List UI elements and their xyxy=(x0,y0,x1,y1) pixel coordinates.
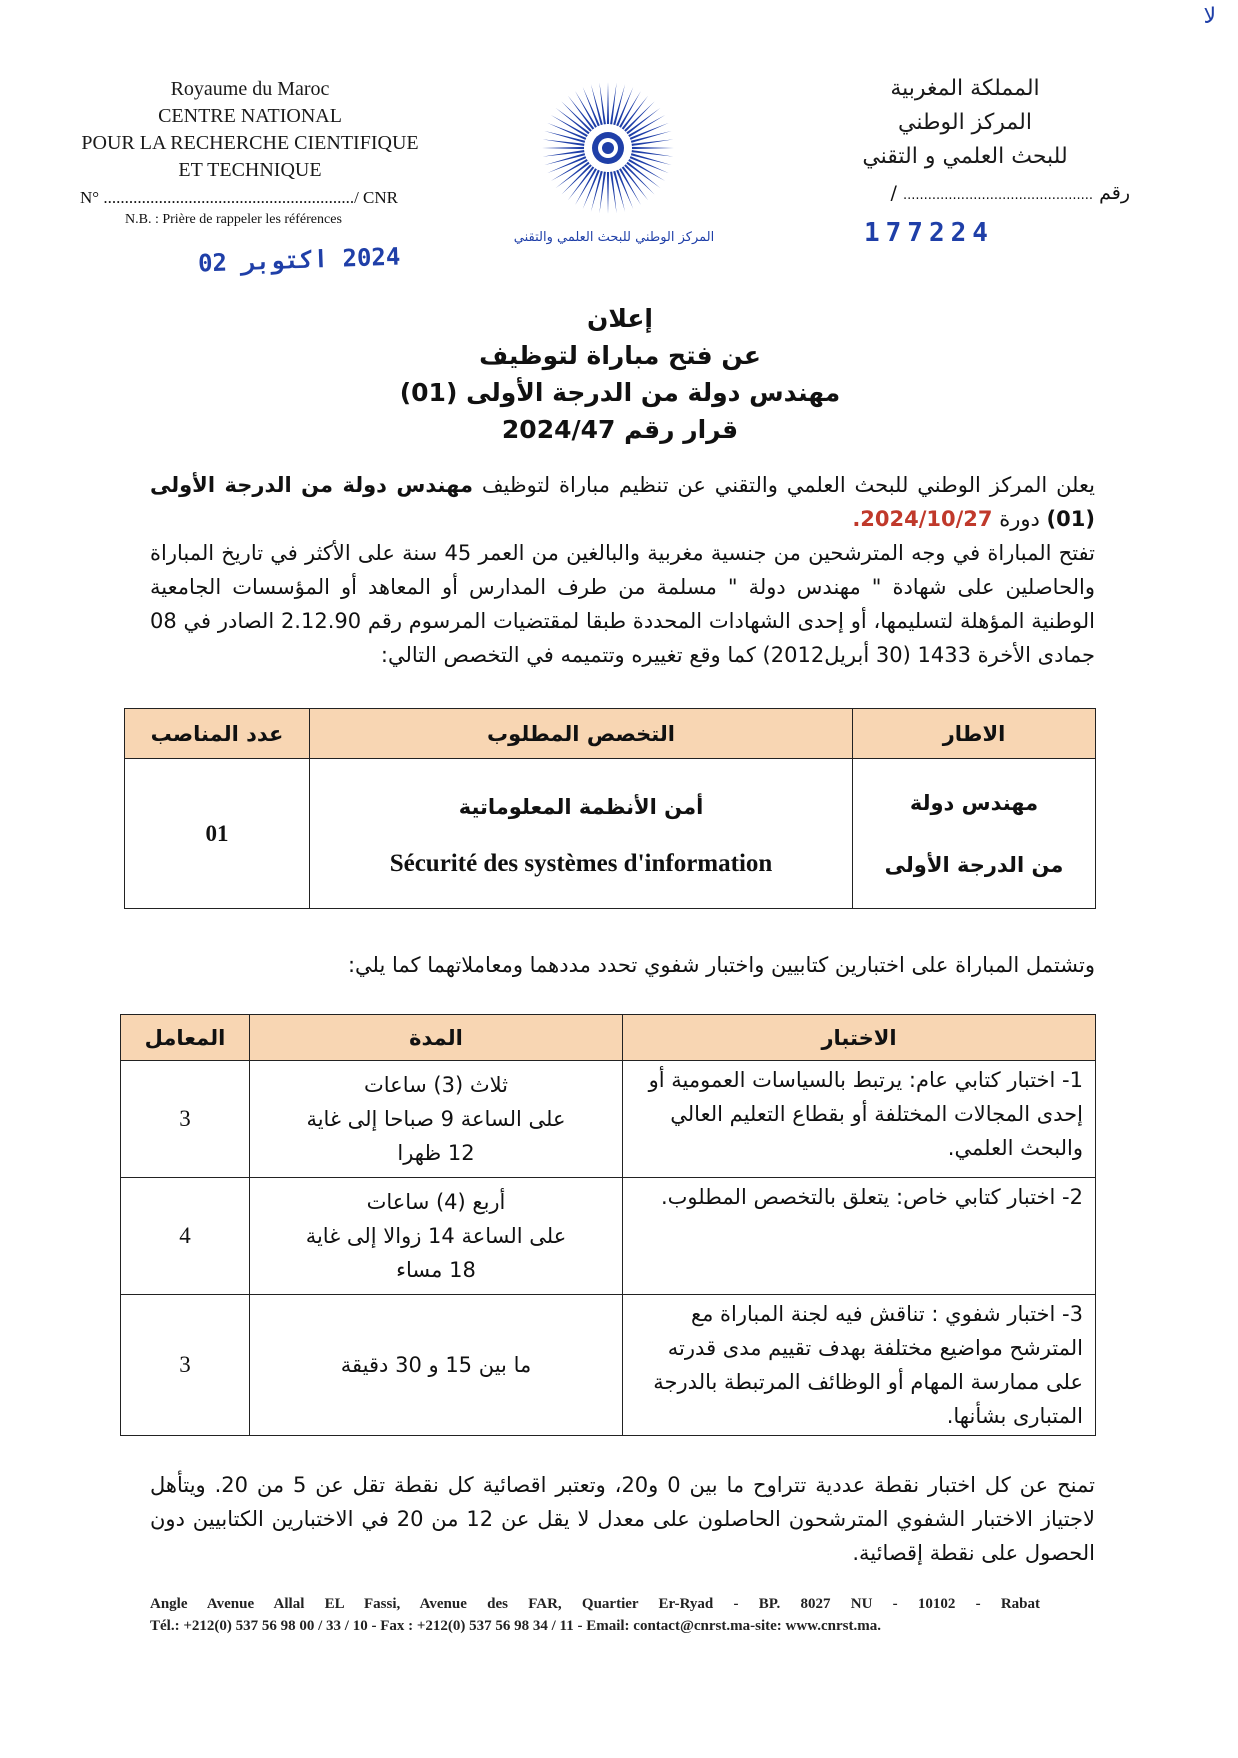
header-count: عدد المناصب xyxy=(125,709,310,759)
number-stamp: 177224 xyxy=(864,218,994,248)
exam-row-2 xyxy=(121,1178,1096,1295)
header-coef: المعامل xyxy=(121,1015,250,1061)
logo-ray xyxy=(561,164,591,194)
exam-2-duration-l1: أربع (4) ساعات xyxy=(366,1190,506,1214)
header-arabic xyxy=(815,72,1115,174)
positions-table xyxy=(124,708,1096,909)
header-exam: الاختبار xyxy=(623,1015,1096,1061)
ref-label-ar: رقم xyxy=(1099,182,1130,204)
exam-2-duration xyxy=(250,1178,623,1295)
ref-dots-ar: .............................................. xyxy=(902,188,1094,203)
title-line-1: إعلان xyxy=(587,304,653,333)
closing-paragraph: تمنح عن كل اختبار نقطة عددية تتراوح ما بين 0 و20، وتعتبر اقصائية كل نقطة تقل عن 5 من 20. ويتأهل لاجتياز الاختبار الشفوي المترشحون الحاصلون على معدل لا يقل عن 12 من 20 في الاختبارين الكتابيين دون الحصول على نقطة إقصائية. xyxy=(150,1473,1095,1565)
title-line-4: قرار رقم 2024/47 xyxy=(501,415,739,444)
reference-line-ar xyxy=(810,182,1130,204)
title-line-3: مهندس دولة من الدرجة الأولى (01) xyxy=(399,378,841,407)
exam-2-duration-l3: 18 مساء xyxy=(396,1258,476,1282)
intro-paragraph-2: تفتح المباراة في وجه المترشحين من جنسية مغربية والبالغين من العمر 45 سنة على الأكثر في تاريخ المباراة والحاصلين على شهادة " مهندس دولة " مسلمة من طرف المدارس أو المعاهد أو المؤسسات الجامعية الوطنية المؤهلة لتسليمها، أو إحدى الشهادات المحددة طبقا لمقتضيات المرسوم رقم 2.12.90 الصادر في 08 جمادى الأخرة 1433 (30 أبريل2012) كما وقع تغييره وتتميمه في التخصص التالي: xyxy=(150,541,1096,667)
intro-text-b: دورة xyxy=(999,507,1040,531)
exam-1-coef: 3 xyxy=(121,1061,250,1178)
reference-line-fr xyxy=(80,188,398,208)
footer-contact: Tél.: +212(0) 537 56 98 00 / 33 / 10 - Fax : +212(0) 537 56 98 34 / 11 - Email: contact@cnrst.ma-site: www.cnrst.ma. xyxy=(150,1618,881,1634)
center-name-fr-2: POUR LA RECHERCHE CIENTIFIQUE xyxy=(81,132,419,154)
footer-address: Angle Avenue Allal EL Fassi, Avenue des FAR, Quartier Er-Ryad - BP. 8027 NU - 10102 - Rabat xyxy=(150,1596,1040,1612)
exam-1-duration xyxy=(250,1061,623,1178)
ref-prefix-fr: N° xyxy=(80,188,100,207)
header-specialty: التخصص المطلوب xyxy=(310,709,853,759)
cell-count: 01 xyxy=(125,759,310,909)
logo-arc-text: المركز الوطني للبحث العلمي والتقني xyxy=(513,230,715,245)
exam-2-desc: 2- اختبار كتابي خاص: يتعلق بالتخصص المطلوب. xyxy=(623,1178,1096,1295)
cell-cadre xyxy=(853,759,1096,909)
ref-slash-ar: / xyxy=(890,182,897,204)
ref-dots-fr: ........................................................... xyxy=(103,188,355,207)
exam-1-duration-l2: على الساعة 9 صباحا إلى غاية xyxy=(306,1107,566,1131)
intro-exam-date: 2024/10/27. xyxy=(852,507,993,531)
ref-suffix-fr: / CNR xyxy=(354,188,399,207)
exam-3-duration-l1: ما بين 15 و 30 دقيقة xyxy=(340,1353,532,1377)
kingdom-fr: Royaume du Maroc xyxy=(170,78,330,100)
intro-position-bold: مهندس دولة من الدرجة الأولى (01) xyxy=(150,473,1095,531)
center-name-fr-3: ET TECHNIQUE xyxy=(178,159,322,181)
header-cadre: الاطار xyxy=(853,709,1096,759)
title-line-2: عن فتح مباراة لتوظيف xyxy=(479,341,761,370)
announcement-title xyxy=(300,300,940,448)
logo-ray xyxy=(624,164,654,194)
logo-ray xyxy=(607,82,609,124)
exam-1-duration-l3: 12 ظهرا xyxy=(397,1141,475,1165)
date-stamp: 2024 اكتوبر 02 xyxy=(197,242,401,278)
corner-handwritten-mark: ﻻ xyxy=(1203,4,1216,29)
header-french xyxy=(55,76,445,184)
header-duration: المدة xyxy=(250,1015,623,1061)
logo-ray xyxy=(607,172,609,214)
exam-row-3 xyxy=(121,1295,1096,1436)
exam-3-desc: 3- اختبار شفوي : تناقش فيه لجنة المباراة مع المترشح مواضيع مختلفة بهدف تقييم مدى قدرته على ممارسة المهام أو الوظائف المرتبطة بالدرجة المتبارى بشأنها. xyxy=(623,1295,1096,1436)
cell-specialty xyxy=(310,759,853,909)
exam-row-1 xyxy=(121,1061,1096,1178)
exam-1-duration-l1: ثلاث (3) ساعات xyxy=(364,1073,508,1097)
exam-1-desc: 1- اختبار كتابي عام: يرتبط بالسياسات العمومية أو إحدى المجالات المختلفة أو بقطاع التعليم العالي والبحث العلمي. xyxy=(623,1061,1096,1178)
specialty-ar: أمن الأنظمة المعلوماتية xyxy=(458,794,704,819)
logo-ray xyxy=(624,101,654,131)
exams-intro: وتشتمل المباراة على اختبارين كتابيين واختبار شفوي تحدد مددهما ومعاملاتهما كما يلي: xyxy=(347,953,1095,977)
intro-paragraph-1 xyxy=(150,468,1095,536)
exams-table xyxy=(120,1014,1096,1436)
logo-ray xyxy=(542,147,584,149)
exam-3-coef: 3 xyxy=(121,1295,250,1436)
logo-ray xyxy=(561,101,591,131)
center-name-fr-1: CENTRE NATIONAL xyxy=(158,105,342,127)
exam-2-duration-l2: على الساعة 14 زوالا إلى غاية xyxy=(305,1224,567,1248)
center-name-ar-2: للبحث العلمي و التقني xyxy=(862,144,1068,169)
nb-note: N.B. : Prière de rappeler les références xyxy=(125,212,342,227)
cadre-line-2: من الدرجة الأولى xyxy=(884,852,1064,877)
exam-3-duration xyxy=(250,1295,623,1436)
specialty-fr: Sécurité des systèmes d'information xyxy=(389,849,773,877)
intro-text-a: يعلن المركز الوطني للبحث العلمي والتقني عن تنظيم مباراة لتوظيف xyxy=(481,473,1095,497)
center-name-ar-1: المركز الوطني xyxy=(898,110,1032,135)
exam-2-coef: 4 xyxy=(121,1178,250,1295)
kingdom-ar: المملكة المغربية xyxy=(890,76,1040,101)
cadre-line-1: مهندس دولة xyxy=(909,790,1039,815)
logo-ray xyxy=(632,147,674,149)
